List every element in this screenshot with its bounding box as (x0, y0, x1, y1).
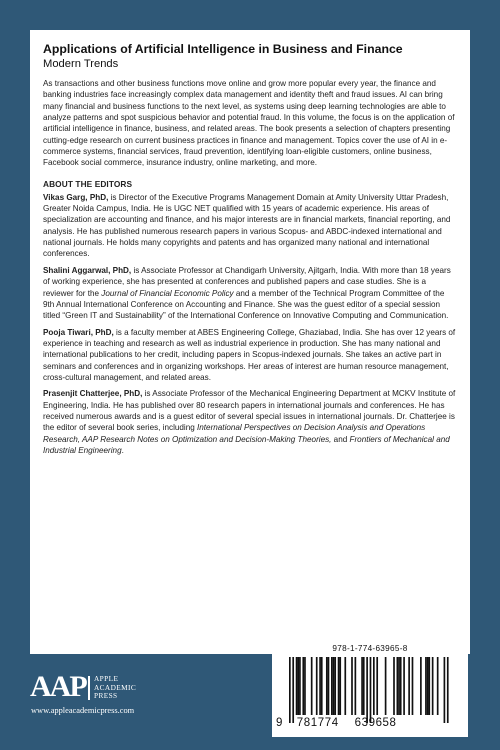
barcode-bar (370, 657, 372, 723)
ean-right-group: 639658 (354, 717, 397, 729)
barcode-bar (373, 657, 375, 715)
barcode-box (272, 640, 468, 737)
barcode-bar (398, 657, 400, 715)
barcode-bar (393, 657, 395, 715)
barcode-bar (292, 657, 294, 723)
book-title: Applications of Artificial Intelligence in Business and Finance (43, 42, 403, 56)
barcode-bar (328, 657, 330, 715)
editor-bio-text: and (331, 434, 350, 444)
isbn-label: 978-1-774-63965-8 (332, 644, 408, 653)
barcode-bar (297, 657, 299, 715)
editor-name: Pooja Tiwari, PhD, (43, 327, 114, 337)
barcode-bar (376, 657, 378, 715)
publisher-logo-icon: AAP (30, 670, 86, 703)
barcode-bar (331, 657, 333, 715)
barcode-bar (432, 657, 434, 715)
book-subtitle: Modern Trends (43, 58, 119, 70)
barcode-bar (333, 657, 335, 715)
editor-name: Prasenjit Chatterjee, PhD, (43, 389, 143, 399)
barcode-bar (344, 657, 346, 715)
barcode-bar (420, 657, 422, 715)
editor-bio (43, 327, 457, 384)
barcode-bar (339, 657, 341, 715)
publisher-name-line: PRESS (94, 691, 118, 701)
barcode-bar (304, 657, 306, 715)
editor-name: Shalini Aggarwal, PhD, (43, 265, 132, 275)
publisher-name-line: ACADEMIC (94, 682, 137, 692)
editor-bio-text: . (121, 445, 124, 455)
book-series-titles: International Perspectives on Decision Analysis and Operations Research, AAP Research Notes on Optimization and Decision-Making Theories, (43, 423, 426, 444)
barcode-bar (351, 657, 353, 715)
barcode-bar (316, 657, 318, 715)
barcode-bar (302, 657, 304, 715)
barcode-bar (408, 657, 410, 715)
ean-digits (276, 717, 464, 729)
publisher-name (94, 675, 136, 701)
editor-bio (43, 192, 457, 260)
barcode-bar (319, 657, 321, 715)
barcode-bar (412, 657, 414, 715)
barcode-bar (425, 657, 427, 715)
editor-name: Vikas Garg, PhD, (43, 192, 109, 202)
barcode-bar (400, 657, 402, 715)
editor-bio-text: is Associate Professor of the Mechanical Engineering Department at MCKV Institute of Engineering, India. He has published over 80 research papers in international journals and conferences. He has received numerous awards and is a guest editor of several special issues in international journals. Dr. Chatterjee is the editor of several book series, including (43, 389, 456, 433)
editor-bio-text: is Director of the Executive Programs Management Domain at Amity University Uttar Pradesh, Greater Noida Campus, India. He is UGC NET qualified with 15 years of academic experience. His areas of specialization are accounting and finance, and his major interests are in financial markets, financial reporting, and analysis. He has published numerous research papers in various Scopus- and ABDC-indexed international and national journals. He holds many copyrights and patents and has organized many national and international conferences. (43, 192, 451, 259)
barcode-bar (397, 657, 399, 715)
editor-bio (43, 388, 457, 456)
book-series-title: Frontiers of Mechanical and Industrial Engineering (43, 434, 450, 455)
barcode-bar (366, 657, 368, 723)
book-description: As transactions and other business functions move online and grow more popular every year, the finance and banking industries face increasingly complex data management and identity theft and fraud issues. AI can bring many financial and business functions to the next level, as systems using deep learning technologies are able to analyze patterns and spot suspicious behavior and potential fraud. In this volume, the focus is on the application of artificial intelligence in finance, business, and related areas. The book presents a selection of chapters presenting cutting-edge research on current business practices in finance and management. Topics cover the use of AI in e-commerce systems, financial services, fraud prevention, identifying loan-eligible customers, online business, Facebook social commerce, insurance industry, online marketing, and more. (43, 79, 455, 168)
barcode-bar (296, 657, 298, 715)
barcode-bar (334, 657, 336, 715)
barcode-bar (437, 657, 439, 715)
barcode-bar (326, 657, 328, 715)
barcode-bar (299, 657, 301, 715)
barcode-bar (363, 657, 365, 715)
barcode-bar (447, 657, 449, 723)
barcode-bar (361, 657, 363, 715)
publisher-name-line: APPLE (94, 674, 119, 683)
publisher-website: www.appleacademicpress.com (31, 706, 135, 715)
barcode-bar (385, 657, 387, 715)
barcode-bar (428, 657, 430, 715)
editor-bio-text: is Associate Professor at Chandigarh University, Ajitgarh, India. With more than 18 years of working experience, she has presented at conferences and published papers and case studies. She is a reviewer for the (43, 265, 451, 298)
editor-bio-text: is a faculty member at ABES Engineering College, Ghaziabad, India. She has over 12 years of experience in teaching and research as well as industrial experience in production. She has many national and international publications to her credit, including papers in Scopus-indexed journals. She takes an active part in seminars and conferences and in organizing workshops. Her areas of interest are human resource management, cross-cultural management, and related areas. (43, 327, 456, 382)
barcode-bar (444, 657, 446, 723)
publisher-block (30, 672, 240, 722)
barcode-bar (311, 657, 313, 715)
barcode-bar (403, 657, 405, 715)
back-cover-text-panel (30, 30, 470, 654)
logo-divider (88, 676, 90, 700)
editor-bio (43, 265, 457, 322)
ean-left-group: 781774 (296, 717, 339, 729)
barcode-bar (427, 657, 429, 715)
ean-first-digit: 9 (276, 717, 283, 729)
journal-title: Journal of Financial Economic Policy (101, 288, 234, 298)
barcode-bar (289, 657, 291, 723)
barcode-bar (321, 657, 323, 715)
barcode-bar (338, 657, 340, 715)
about-editors-heading: ABOUT THE EDITORS (43, 178, 133, 189)
editor-bio-text: and a member of the Technical Program Committee of the 9th Annual International Conference on Accounting and Finance. She was the guest editor of a special session titled “Green IT and Sustainability” of the International Conference on Innovative Computing and Communication. (43, 288, 449, 321)
barcode-bar (355, 657, 357, 715)
